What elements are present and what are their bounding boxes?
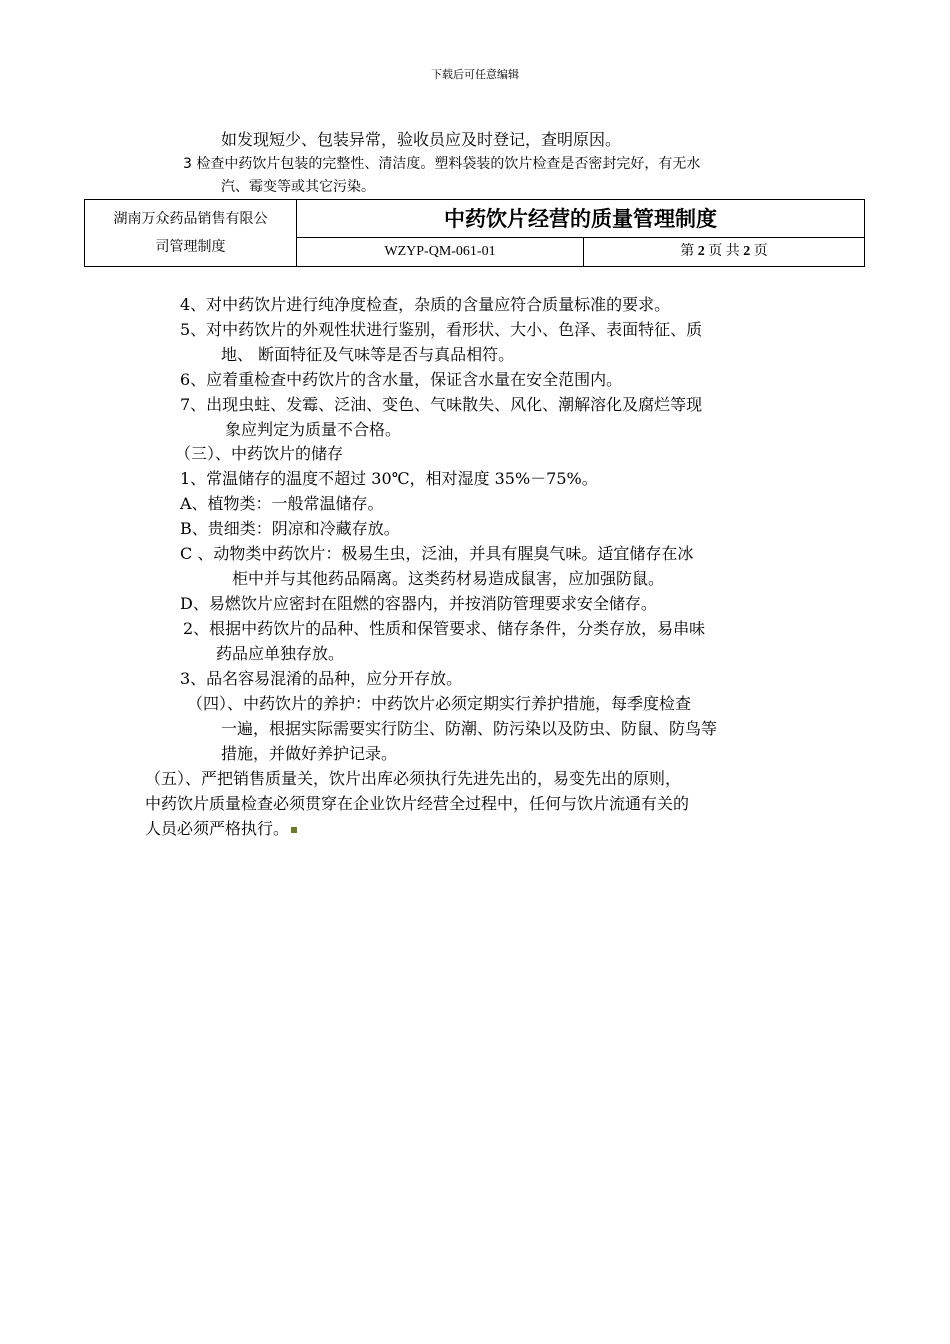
page-prefix: 第 [680, 244, 695, 259]
company-name-line: 湖南万众药品销售有限公 [113, 211, 268, 227]
page-suffix: 页 [753, 244, 768, 259]
text-line: 如发现短少、包装异常，验收员应及时登记，查明原因。 [221, 130, 622, 149]
text-line: 中药饮片质量检查必须贯穿在企业饮片经营全过程中，任何与饮片流通有关的 [145, 794, 690, 813]
text-line: 一遍，根据实际需要实行防尘、防潮、防污染以及防虫、防鼠、防鸟等 [221, 719, 718, 738]
page-middle: 页 共 [708, 244, 740, 259]
section-heading: （四）、中药饮片的养护：中药饮片必须定期实行养护措施，每季度检查 [187, 694, 692, 713]
text-line: 6、应着重检查中药饮片的含水量，保证含水量在安全范围内。 [180, 370, 623, 389]
text-line: C 、动物类中药饮片：极易生虫，泛油，并具有腥臭气味。适宜储存在冰 [180, 544, 694, 563]
text-line: 地、 断面特征及气味等是否与真品相符。 [221, 345, 515, 364]
text-line [145, 817, 297, 841]
text-line: 象应判定为质量不合格。 [225, 420, 402, 439]
page-total: 2 [743, 244, 751, 259]
document-code: WZYP-QM-061-01 [297, 238, 584, 266]
text-line: A、植物类：一般常温储存。 [180, 494, 384, 513]
text-line: 药品应单独存放。 [216, 644, 345, 663]
page-number-cell [584, 238, 864, 266]
company-name-line: 司管理制度 [155, 239, 226, 255]
text-line: 措施，并做好养护记录。 [221, 744, 398, 763]
text-line: 汽、霉变等或其它污染。 [221, 179, 375, 195]
text-line: 2、根据中药饮片的品种、性质和保管要求、储存条件，分类存放，易串味 [183, 619, 706, 638]
document-header-table [84, 199, 865, 267]
company-name-cell [85, 200, 297, 266]
text-line: 3、品名容易混淆的品种，应分开存放。 [180, 669, 463, 688]
section-heading: （五）、严把销售质量关，饮片出库必须执行先进先出的，易变先出的原则， [145, 769, 682, 788]
text-line: 1、常温储存的温度不超过 30℃，相对湿度 35%－75%。 [180, 469, 598, 488]
text-line: B、贵细类：阴凉和冷藏存放。 [180, 519, 400, 538]
text-line: 5、对中药饮片的外观性状进行鉴别，看形状、大小、色泽、表面特征、质 [180, 320, 703, 339]
page-current: 2 [697, 244, 705, 259]
text-line: 3 检查中药饮片包装的完整性、清洁度。塑料袋装的饮片检查是否密封完好，有无水 [183, 156, 701, 172]
text-line: D、易燃饮片应密封在阻燃的容器内，并按消防管理要求安全储存。 [180, 594, 657, 613]
paragraph-mark-icon [291, 827, 297, 833]
page-header-note: 下载后可任意编辑 [431, 68, 519, 81]
text-line: 7、出现虫蛀、发霉、泛油、变色、气味散失、风化、潮解溶化及腐烂等现 [180, 395, 703, 414]
document-title: 中药饮片经营的质量管理制度 [297, 200, 864, 238]
text-line: 柜中并与其他药品隔离。这类药材易造成鼠害，应加强防鼠。 [232, 569, 665, 588]
section-heading: （三）、中药饮片的储存 [175, 444, 344, 463]
text-line-content: 人员必须严格执行。 [145, 819, 290, 838]
text-line: 4、对中药饮片进行纯净度检查，杂质的含量应符合质量标准的要求。 [180, 295, 671, 314]
